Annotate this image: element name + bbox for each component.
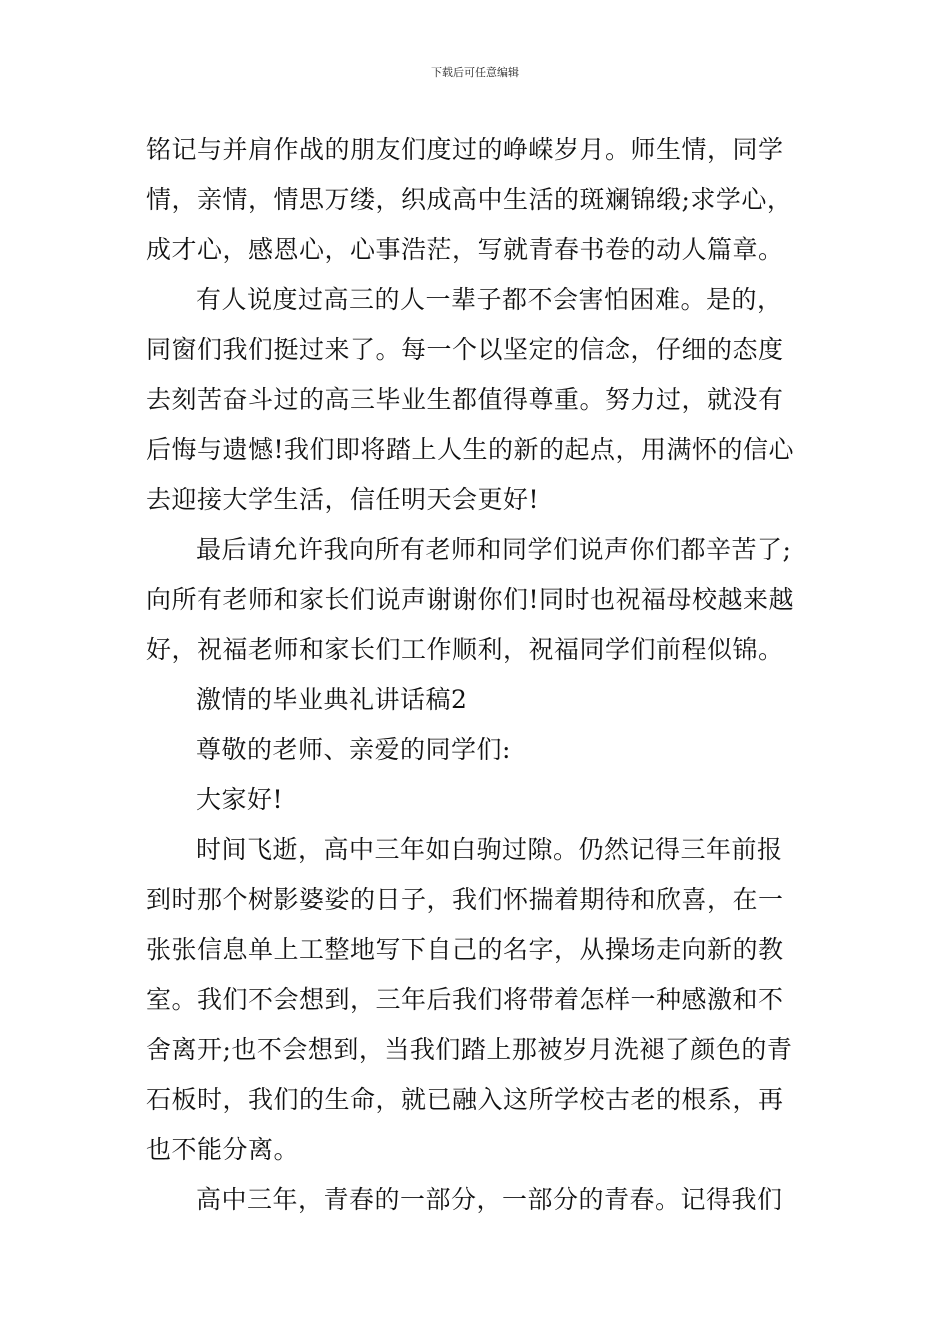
- text-line: 舍离开;也不会想到，当我们踏上那被岁月洗褪了颜色的青: [146, 1035, 793, 1064]
- text-line: 石板时，我们的生命，就已融入这所学校古老的根系，再: [146, 1085, 784, 1114]
- text-line: 向所有老师和家长们说声谢谢你们!同时也祝福母校越来越: [146, 585, 795, 614]
- text-line: 情，亲情，情思万缕，织成高中生活的斑斓锦缎;求学心，: [146, 185, 793, 214]
- text-line: 同窗们我们挺过来了。每一个以坚定的信念，仔细的态度: [146, 335, 784, 364]
- salutation: 尊敬的老师、亲爱的同学们:: [196, 735, 511, 764]
- paragraph-start: 高中三年，青春的一部分，一部分的青春。记得我们: [196, 1185, 783, 1214]
- paragraph-start: 时间飞逝，高中三年如白驹过隙。仍然记得三年前报: [196, 835, 783, 864]
- paragraph-start: 最后请允许我向所有老师和同学们说声你们都辛苦了;: [196, 535, 792, 564]
- text-line: 成才心，感恩心，心事浩茫，写就青春书卷的动人篇章。: [146, 235, 784, 264]
- text-line: 室。我们不会想到，三年后我们将带着怎样一种感激和不: [146, 985, 784, 1014]
- text-line: 张张信息单上工整地写下自己的名字，从操场走向新的教: [146, 935, 784, 964]
- greeting: 大家好!: [196, 785, 284, 814]
- text-line: 去迎接大学生活，信任明天会更好!: [146, 485, 540, 514]
- text-line: 铭记与并肩作战的朋友们度过的峥嵘岁月。师生情，同学: [146, 135, 784, 164]
- text-line: 到时那个树影婆娑的日子，我们怀揣着期待和欣喜，在一: [146, 885, 784, 914]
- section-title: 激情的毕业典礼讲话稿2: [196, 685, 468, 714]
- text-line: 去刻苦奋斗过的高三毕业生都值得尊重。努力过，就没有: [146, 385, 784, 414]
- paragraph-start: 有人说度过高三的人一辈子都不会害怕困难。是的，: [196, 285, 783, 314]
- text-line: 好，祝福老师和家长们工作顺利，祝福同学们前程似锦。: [146, 635, 784, 664]
- text-line: 也不能分离。: [146, 1135, 300, 1164]
- text-line: 后悔与遗憾!我们即将踏上人生的新的起点，用满怀的信心: [146, 435, 795, 464]
- page-header: 下载后可任意编辑: [431, 66, 519, 79]
